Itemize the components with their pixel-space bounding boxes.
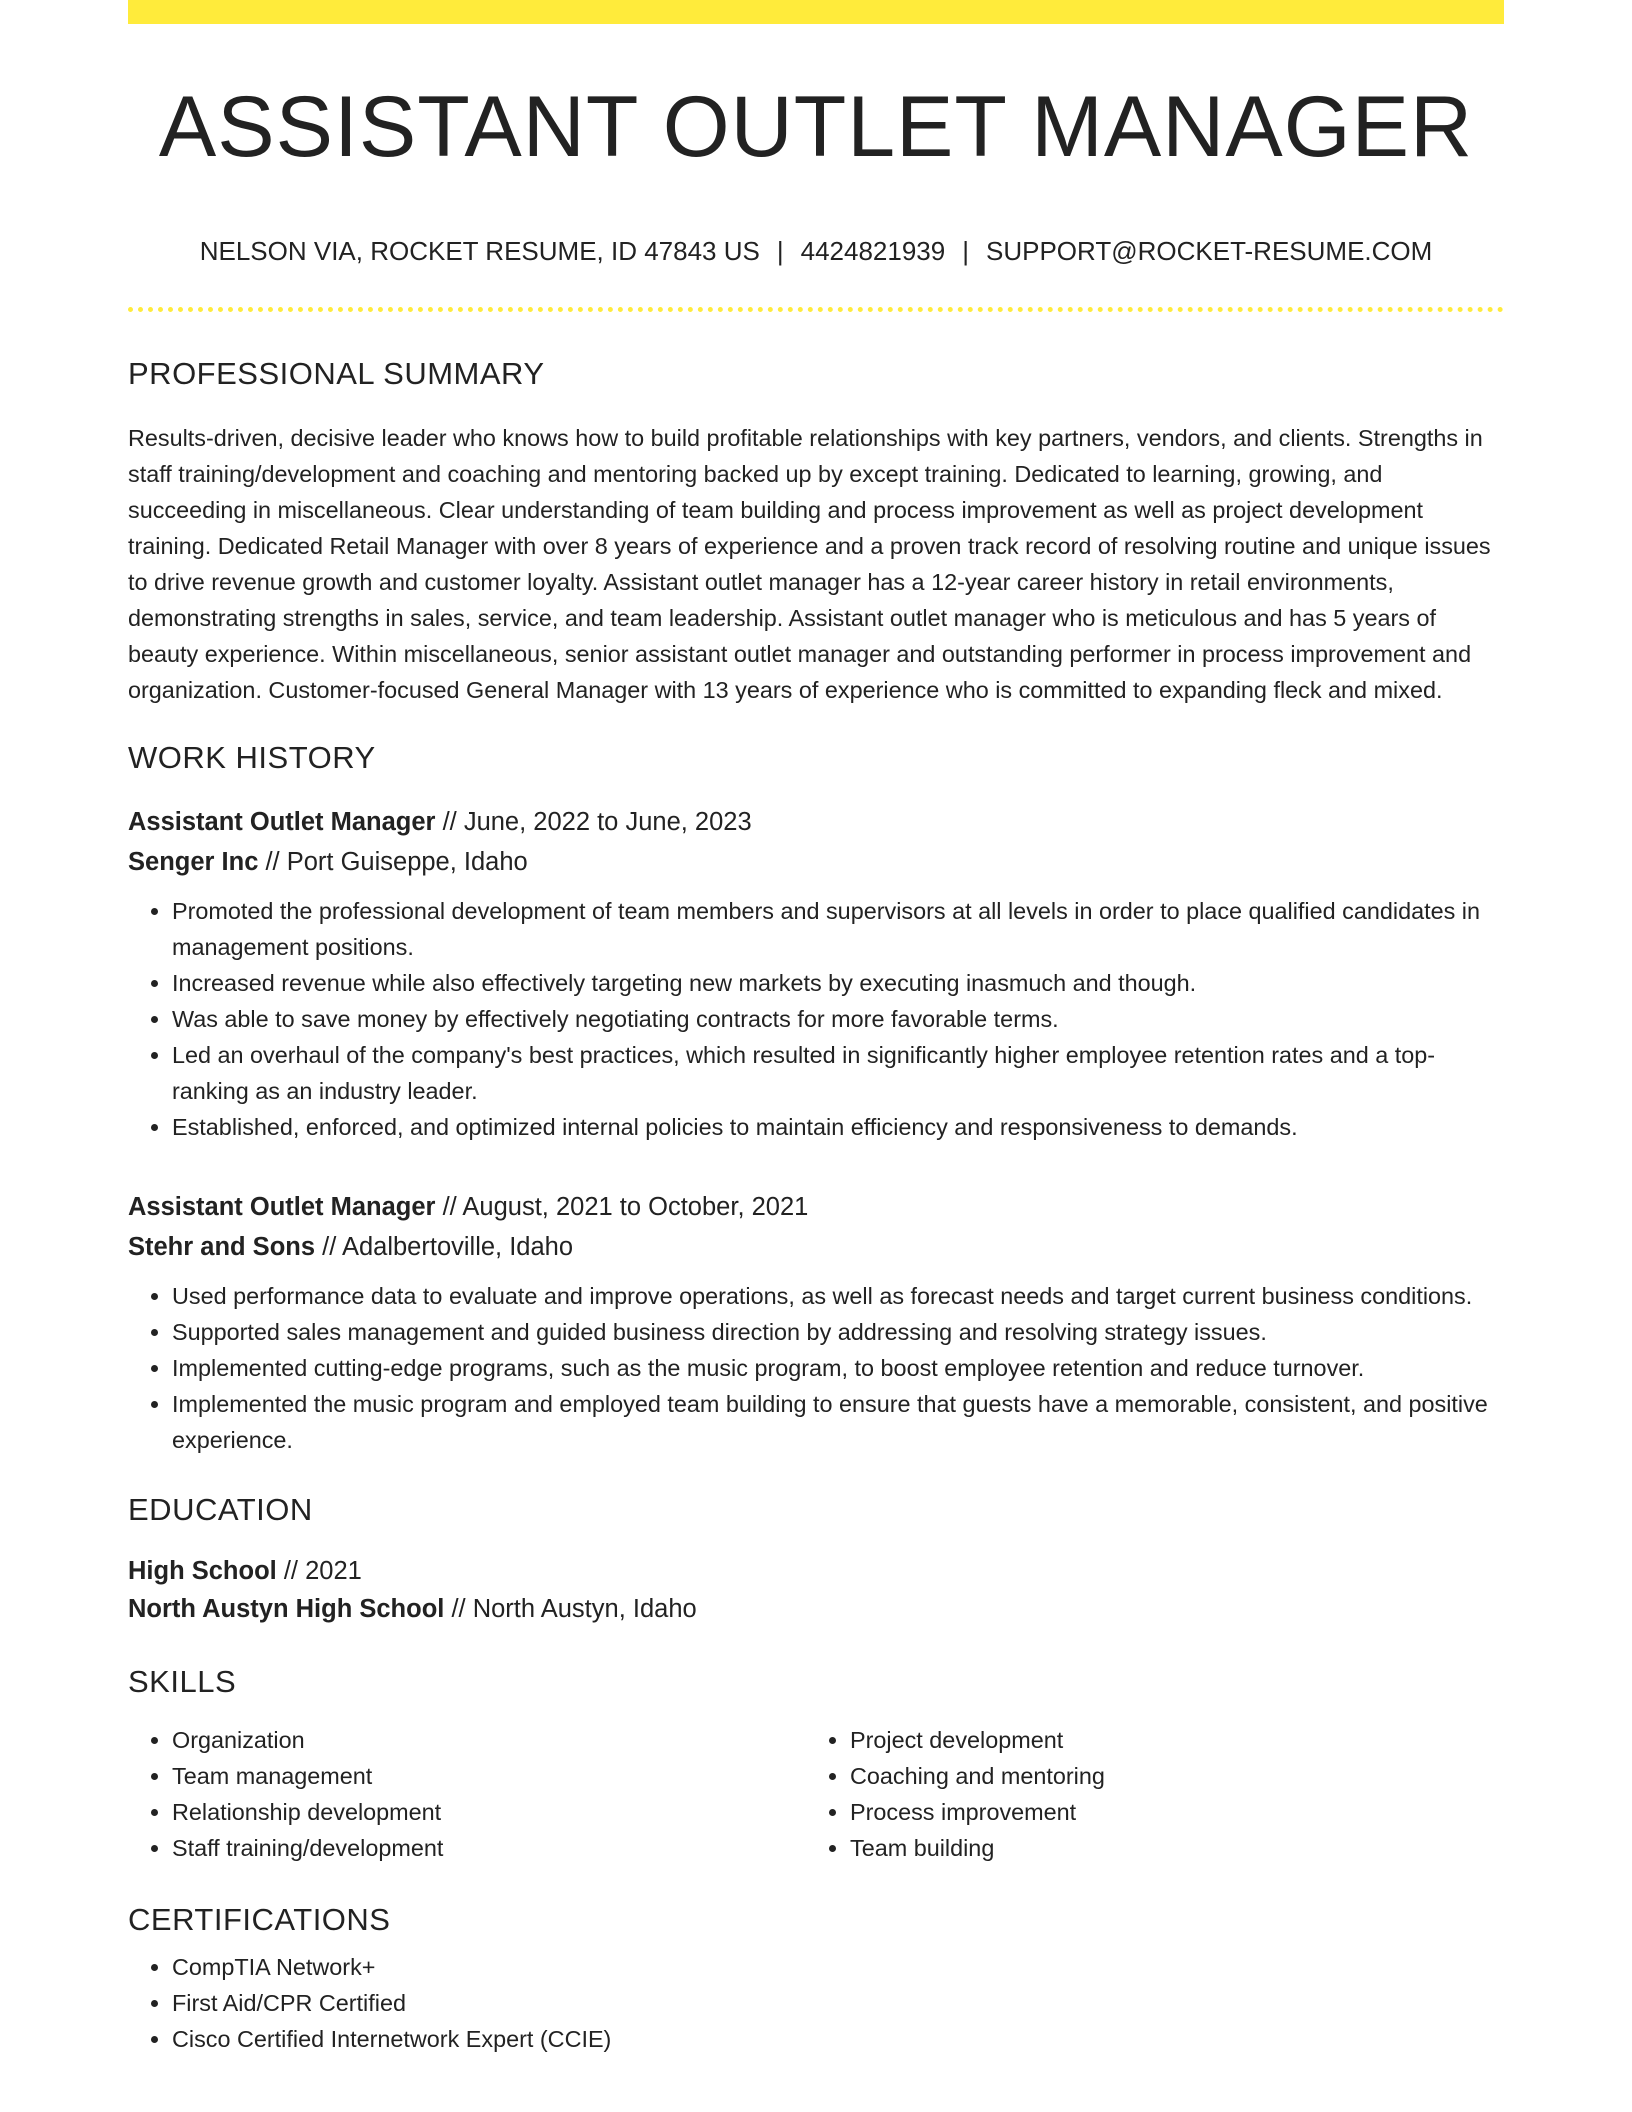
page-title: ASSISTANT OUTLET MANAGER bbox=[158, 79, 1474, 175]
work-history-heading: WORK HISTORY bbox=[128, 740, 376, 775]
education-location: // North Austyn, Idaho bbox=[444, 1595, 697, 1623]
education-school: North Austyn High School bbox=[128, 1595, 445, 1623]
education-school-line bbox=[128, 1590, 1504, 1628]
skills-left-column bbox=[128, 1722, 806, 1866]
list-item: • Was able to save money by effectively negotiating contracts for more favorable terms. bbox=[172, 1001, 1504, 1037]
header-divider bbox=[128, 307, 1504, 312]
contact-email: SUPPORT@ROCKET-RESUME.COM bbox=[986, 236, 1433, 266]
skills-right-column bbox=[806, 1722, 1484, 1866]
job-title: Assistant Outlet Manager bbox=[128, 1193, 436, 1221]
summary-heading: PROFESSIONAL SUMMARY bbox=[128, 356, 545, 391]
list-item: • Implemented cutting-edge programs, such as the music program, to boost employee retention and reduce turnover. bbox=[172, 1350, 1504, 1386]
job-location: // Port Guiseppe, Idaho bbox=[258, 848, 528, 876]
list-item: • Relationship development bbox=[172, 1794, 806, 1830]
list-item: • CompTIA Network+ bbox=[172, 1949, 1504, 1985]
job-bullets bbox=[128, 893, 1504, 1145]
list-item: • Implemented the music program and employed team building to ensure that guests have a memorable, consistent, and positive experience. bbox=[172, 1386, 1504, 1458]
job-location: // Adalbertoville, Idaho bbox=[315, 1233, 574, 1261]
education-heading: EDUCATION bbox=[128, 1492, 313, 1527]
list-item: • Supported sales management and guided business direction by addressing and resolving strategy issues. bbox=[172, 1314, 1504, 1350]
education-degree-line bbox=[128, 1552, 1504, 1590]
education-entry bbox=[128, 1552, 1504, 1628]
job-title-line bbox=[128, 802, 1504, 842]
education-year: // 2021 bbox=[276, 1557, 362, 1585]
job-company: Stehr and Sons bbox=[128, 1233, 316, 1261]
contact-line bbox=[128, 236, 1504, 267]
list-item: • Established, enforced, and optimized internal policies to maintain efficiency and responsiveness to demands. bbox=[172, 1109, 1504, 1145]
list-item: • Process improvement bbox=[850, 1794, 1484, 1830]
job-title-line bbox=[128, 1187, 1504, 1227]
job-bullets bbox=[128, 1278, 1504, 1458]
skills-heading: SKILLS bbox=[128, 1664, 237, 1699]
certifications-heading: CERTIFICATIONS bbox=[128, 1902, 391, 1937]
top-accent-bar bbox=[128, 0, 1504, 24]
list-item: • First Aid/CPR Certified bbox=[172, 1985, 1504, 2021]
contact-address: NELSON VIA, ROCKET RESUME, ID 47843 US bbox=[199, 236, 760, 266]
list-item: • Staff training/development bbox=[172, 1830, 806, 1866]
contact-phone: 4424821939 bbox=[800, 236, 946, 266]
job-company: Senger Inc bbox=[128, 848, 259, 876]
job-entry bbox=[128, 802, 1504, 1145]
list-item: • Team management bbox=[172, 1758, 806, 1794]
list-item: • Team building bbox=[850, 1830, 1484, 1866]
contact-separator: | bbox=[962, 236, 969, 266]
list-item: • Led an overhaul of the company's best practices, which resulted in significantly higher employee retention rates and a top-ranking as an industry leader. bbox=[172, 1037, 1504, 1109]
job-company-line bbox=[128, 842, 1504, 882]
job-dates: // August, 2021 to October, 2021 bbox=[435, 1193, 809, 1221]
list-item: • Increased revenue while also effectively targeting new markets by executing inasmuch and though. bbox=[172, 965, 1504, 1001]
contact-separator: | bbox=[776, 236, 784, 266]
skills-grid bbox=[128, 1722, 1504, 1866]
job-entry bbox=[128, 1187, 1504, 1458]
resume-page bbox=[128, 0, 1504, 2057]
summary-text: Results-driven, decisive leader who knows how to build profitable relationships with key partners, vendors, and clients. Strengths in staff training/development and coaching and mentoring backed up by except training. Dedicated to learning, growing, and succeeding in miscellaneous. Clear understanding of team building and process improvement as well as project development training. Dedicated Retail Manager with over 8 years of experience and a proven track record of resolving routine and unique issues to drive revenue growth and customer loyalty. Assistant outlet manager has a 12-year career history in retail environments, demonstrating strengths in sales, service, and team leadership. Assistant outlet manager who is meticulous and has 5 years of beauty experience. Within miscellaneous, senior assistant outlet manager and outstanding performer in process improvement and organization. Customer-focused General Manager with 13 years of experience who is committed to expanding fleck and mixed. bbox=[128, 425, 1491, 703]
education-degree: High School bbox=[128, 1557, 277, 1585]
list-item: • Coaching and mentoring bbox=[850, 1758, 1484, 1794]
job-title: Assistant Outlet Manager bbox=[128, 808, 436, 836]
list-item: • Organization bbox=[172, 1722, 806, 1758]
job-dates: // June, 2022 to June, 2023 bbox=[435, 808, 752, 836]
list-item: • Promoted the professional development of team members and supervisors at all levels in order to place qualified candidates in management positions. bbox=[172, 893, 1504, 965]
job-company-line bbox=[128, 1227, 1504, 1267]
certifications-list bbox=[128, 1949, 1504, 2057]
list-item: • Cisco Certified Internetwork Expert (CCIE) bbox=[172, 2021, 1504, 2057]
list-item: • Used performance data to evaluate and improve operations, as well as forecast needs and target current business conditions. bbox=[172, 1278, 1504, 1314]
list-item: • Project development bbox=[850, 1722, 1484, 1758]
